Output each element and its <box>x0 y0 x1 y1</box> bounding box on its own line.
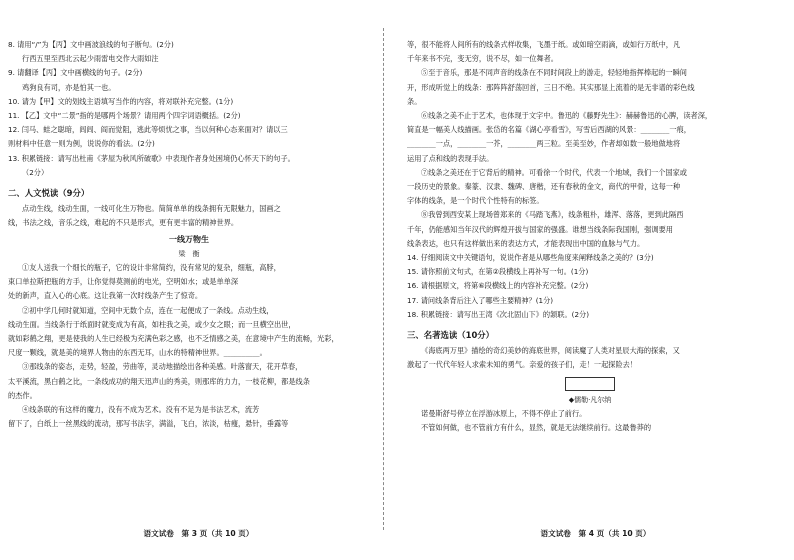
excerpt-line: 不管如何做，也不管前方有什么，显然，就是无法继续前行。这最鲁莽的 <box>421 423 652 433</box>
page-3-content <box>8 38 370 431</box>
questions-block-b <box>407 251 773 322</box>
essay-line: 的杰作。 <box>8 390 37 400</box>
essay-line: ③那线条的姿态，走势，轻盈，劳曲等，灵动地描绘出各种美感。叶落窗天，花开草春， <box>22 362 303 372</box>
section-2-heading: 二、人文悦读（9分） <box>8 188 90 199</box>
essay-line: ①友人送我一个细长的瓶子，它的设计非常简约，没有常见的复杂，细瓶，高脖， <box>22 263 281 273</box>
page-3-footer: 语文试卷 第 3 页（共 10 页） <box>143 529 254 538</box>
page-4-content <box>407 38 773 435</box>
q12-line-2: 则材料中任意一则为例，说说你的看法。(2分) <box>8 139 155 149</box>
essay-line: ⑤至于音乐，那是不同声音的线条在不同时间段上的游走，轻轻地指挥棒起的一瞬间 <box>421 68 687 78</box>
essay-line: 开，形成听觉上的线条：那阵阵舒荡回首，三日不绝。其实那显上流着的是无非谱的彩色线 <box>407 82 695 92</box>
essay-line: 尺度一颗线，就是美的境界人物由的东西无耳，山水的特精神世界。__________。 <box>8 348 267 358</box>
q18-line: 18. 积累链接：请写出王湾《次北固山下》的颔联。(2分) <box>407 309 590 319</box>
essay-line: 一段历史的景象。秦篆、汉隶、魏碑、唐楷，还有春秋的金文，商代的甲骨，这每一种 <box>407 182 681 192</box>
intro-line: 《海底两万里》描绘的奇幻美妙的海底世界，阅读魔了人类对星辰大海的探索，又 <box>421 346 680 356</box>
intro-line: 激起了一代代年轻人求索未知的勇气。亲爱的孩子们，走！一起探险去！ <box>407 360 638 370</box>
q14-line: 14. 仔细阅读文中关键语句，说说作者是从哪些角度来阐释线条之美的？(3分) <box>407 253 654 263</box>
essay-line: 处的新声，直入心的心底。这让我第一次时线条产生了惊奇。 <box>8 291 203 301</box>
essay-line: 线条表达，也只有这样做出来的表达方式，才能表现出中国的血脉与气力。 <box>407 238 645 248</box>
essay-line: 束口单拉斯把瓶的方手，让你觉得莫测前的电光，空明如水；或是单单深 <box>8 277 239 287</box>
essay-line: 简直是一幅美人线描画。张岱的名篇《湖心亭看雪》，写雪后西湖的风景：________一痕， <box>407 125 691 135</box>
intro-line: 线，书法之线，音乐之线，难起的不只是形式，更有更丰富的精神世界。 <box>8 218 239 228</box>
book-caption: ◆儒勒·凡尔纳 <box>568 395 612 404</box>
page-4-footer: 语文试卷 第 4 页（共 10 页） <box>540 529 651 538</box>
essay-line: 太平溪流，黑白鹤之比，一条线成功的翔天迅声山的秀美，则那库的力力，一枝花柳，都是线条 <box>8 376 310 386</box>
q10-line: 10. 请为【甲】文的划线主语填写当作的内容，将对联补充完整。(1分) <box>8 96 234 106</box>
essay-line: 等，很不能将人间所有的线条式样收集，飞墨于纸。或如暗空雨滴，或如行万纸中，凡 <box>407 40 681 49</box>
q8-line: 8. 请用“/”为【丙】文中画波浪线的句子断句。(2分) <box>8 40 174 49</box>
q16-line: 16. 请根据原文，将第⑥段横线上的内容补充完整。(2分) <box>407 281 589 291</box>
essay-line: 就如彩鹤之翔，更是使我的人生已经极为充满色彩之感，也不乏情感之美，在意境中产生的流畅，光彩， <box>8 334 339 344</box>
q11-line: 11. 【乙】文中“二景”指的是哪两个场景？请用两个四字词语概括。(2分) <box>8 111 241 121</box>
column-divider <box>383 28 384 530</box>
essay-line: ②初中学几何时就知道，空间中无数个点，连在一起便成了一条线。点动生线， <box>22 305 274 315</box>
image-placeholder-box <box>565 377 615 391</box>
essay-line: 千年，仍能感知当年汉代的辉煌开拔与国家的强盛。谁想当线条际我国刚，强调要用 <box>407 224 673 234</box>
section-3-heading: 三、名著选读（10分） <box>407 330 495 341</box>
essay-line: 字体的线条，是一个时代个性特有的标签。 <box>407 196 544 206</box>
essay-body <box>8 261 370 431</box>
q17-line: 17. 请问线条背后注入了哪些主要精神？(1分) <box>407 295 554 305</box>
essay-line: 留下了，白纸上一丝黑线的流动，那写书法字，满溢，飞白，浓淡，枯瘦，悬针，垂露等 <box>8 419 289 429</box>
q15-line: 15. 请你照前文句式，在第②段横线上再补写一句。(1分) <box>407 267 589 277</box>
q9-line: 9. 请翻译【丙】文中画横线的句子。(2分) <box>8 68 143 78</box>
essay-line: 运用了点和线的表现手法。 <box>407 153 494 163</box>
q8-text: 行西五里至西北云起少雨雷电交作大雨如注 <box>22 54 159 64</box>
questions-block-a <box>8 38 370 180</box>
intro-line: 点动生线，线动生面，一线可化生万物也。简简单单的线条拥有无限魅力，国画之 <box>22 204 281 214</box>
essay-author: 梁 衡 <box>178 249 200 258</box>
essay-line: 千年来书不完，变无穷，说不尽，如一位舞者。 <box>407 54 558 64</box>
excerpt-line: 诺曼斯舒号停立在浮游冰原上，不得不停止了前行。 <box>421 408 587 418</box>
q9-text: 鸡狗良有司，亦是怕其一也。 <box>22 82 116 92</box>
essay-line: ⑦线条之美还在于它背后的精神。可看徐一个时代，代表一个地域，我们一个国家或 <box>421 167 687 177</box>
q13-line: 13. 积累链接：请写出杜甫《茅屋为秋风所破歌》中表现作者身处困境仍心怀天下的句子。 <box>8 153 295 163</box>
essay-line: 条。 <box>407 96 422 106</box>
essay-continued <box>407 38 773 251</box>
essay-line: ④线条联的有这样的魔力，没有不成为艺术。没有不足为是书法艺术，流芳 <box>22 405 260 415</box>
essay-line: 线动生面。当线条行于纸面时就变成为有高，如柱我之美，或少女之眼；而一旦横空出世， <box>8 319 296 329</box>
essay-line: ________一点，________一芥，________两三粒。至美至妙，作者却如数一般地做地将 <box>407 139 681 149</box>
q12-line: 12. 闫马、蛙之聪暗，闾闾、阎而觉阻，逃此等烦忧之事，当以何种心态来面对？请以三 <box>8 125 288 135</box>
page-4 <box>397 0 794 560</box>
essay-line: ⑧我曾到西安某上现场曾郑来的《马踏飞燕》，线条粗朴，雄浑、落落，更到此隔西 <box>421 210 684 220</box>
q13-score: （2分） <box>22 167 49 177</box>
essay-line: ⑥线条之美不止于艺术，也体现于文字中。鲁迅的《藤野先生》：赫赫鲁迅的心脾，读者深， <box>421 111 713 121</box>
essay-title: 一线万物生 <box>169 234 209 244</box>
